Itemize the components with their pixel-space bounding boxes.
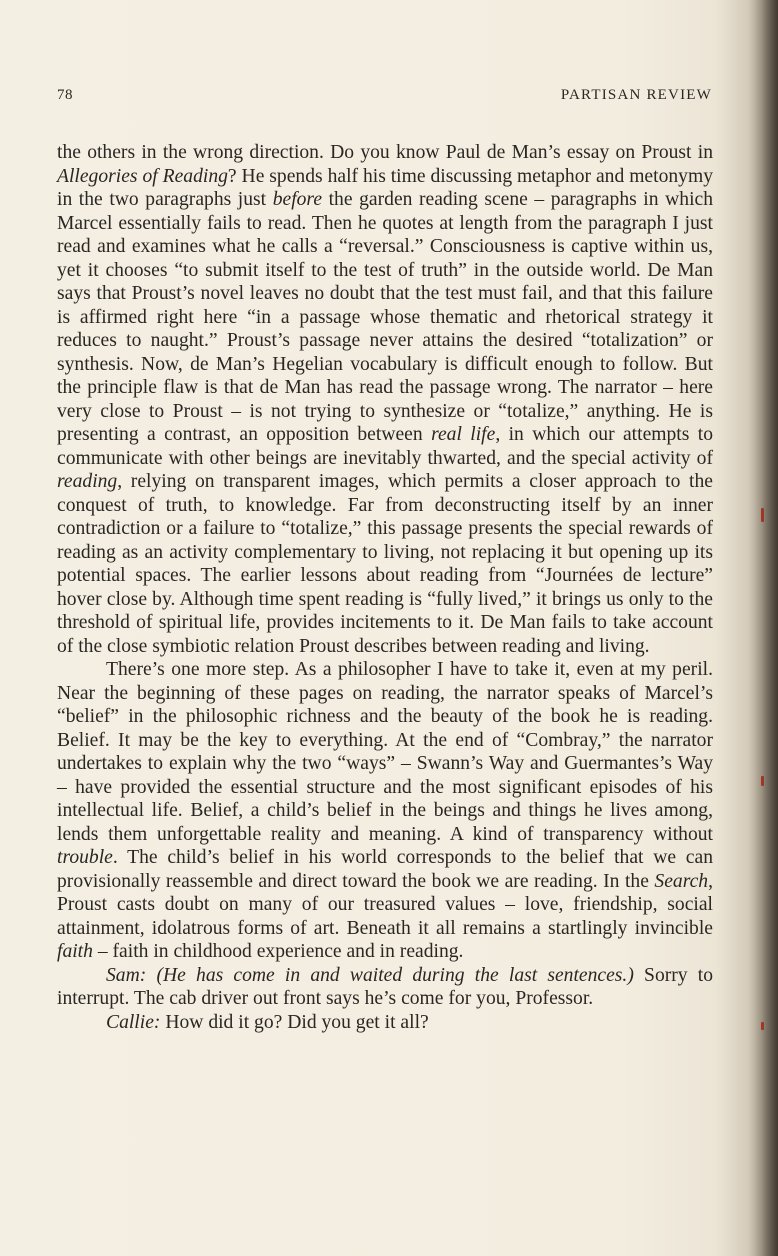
page-number: 78 <box>57 87 73 103</box>
dialogue-callie <box>57 1011 713 1035</box>
emphasis: trouble <box>57 847 113 868</box>
journal-title: PARTISAN REVIEW <box>560 87 712 103</box>
text-run: , relying on transparent images, which permits a closer approach to the conquest of truth, to knowledge. Far from deconstructing itself by an inner contradiction or a failure to “totalize,” this passage presents the special rewards of reading as an activity complementary to living, not replacing it but opening up its potential spaces. The earlier lessons about reading from “Journées de lecture” hover close by. Although time spent reading is “fully lived,” it brings us only to the threshold of spiritual life, provides incitements to it. De Man fails to take account of the close symbiotic relation Proust describes between reading and living. <box>57 471 713 657</box>
body-text <box>57 141 713 1034</box>
book-title: Search <box>654 870 709 892</box>
text-run: the garden reading scene – paragraphs in which Marcel essentially fails to read. Then he quotes at length from the paragraph I just read and examines what he calls a “reversal.” Consciousness is captive within us, yet it chooses “to submit itself to the test of truth” in the outside world. De Man says that Proust’s novel leaves no doubt that the test must fail, and that this failure is affirmed right here “in a passage whose thematic and rhetorical strategy it reduces to naught.” Proust’s passage never attains the desired “totalization” or synthesis. Now, de Man’s Hegelian vocabulary is difficult enough to follow. But the principle flaw is that de Man has read the passage wrong. The narrator – here very close to Proust – is not trying to synthesize or “totalize,” anything. He is presenting a contrast, an opposition between <box>57 189 714 445</box>
page-edge-shadow <box>748 0 778 1256</box>
text-run: , in which our attempts to communicate with other beings are inevitably thwarted, and the special activity of <box>57 424 714 469</box>
paragraph-2 <box>57 658 713 964</box>
emphasis: before <box>272 189 323 210</box>
running-head <box>57 87 712 107</box>
text-run: the others in the wrong direction. Do you know Paul de Man’s essay on Proust in <box>57 142 713 163</box>
edge-mark <box>761 508 764 522</box>
edge-mark <box>761 776 764 786</box>
text-run: There’s one more step. As a philosopher I have to take it, even at my peril. Near the beginning of these pages on reading, the narrator speaks of Marcel’s “belief” in the philosophic richness and the beauty of the book he is reading. Belief. It may be the key to everything. At the end of “Combray,” the narrator undertakes to explain why the two “ways” – Swann’s Way and Guermantes’s Way – have provided the essential structure and the most significant episodes of his intellectual life. Belief, a child’s belief in the beings and things he lives among, lends them unforgettable reality and meaning. A kind of transparency without <box>57 659 713 845</box>
stage-direction: (He has come in and waited during the last sentences.) <box>156 964 634 986</box>
speaker-name: Callie: <box>106 1011 161 1033</box>
text-run: . The child’s belief in his world corresponds to the belief that we can provisionally reassemble and direct toward the book we are reading. In the <box>57 847 713 892</box>
text-run: ? He spends half his time discussing metaphor and metonymy in the two paragraphs just <box>57 165 713 210</box>
text-run: – faith in childhood experience and in reading. <box>92 941 464 962</box>
edge-mark <box>761 1022 764 1030</box>
emphasis: faith <box>57 941 93 962</box>
dialogue-text: Sorry to interrupt. The cab driver out front says he’s come for you, Professor. <box>57 964 714 1009</box>
emphasis: reading <box>57 471 118 492</box>
dialogue-text: How did it go? Did you get it all? <box>160 1011 429 1033</box>
paragraph-1 <box>57 141 713 658</box>
text-run: , Proust casts doubt on many of our treasured values – love, friendship, social attainment, idolatrous forms of art. Beneath it all remains a startlingly invincible <box>57 870 713 939</box>
book-title: Allegories of Reading <box>57 165 228 187</box>
speaker-name: Sam: <box>106 964 147 986</box>
dialogue-sam <box>57 964 713 1011</box>
emphasis: real life <box>431 424 496 445</box>
